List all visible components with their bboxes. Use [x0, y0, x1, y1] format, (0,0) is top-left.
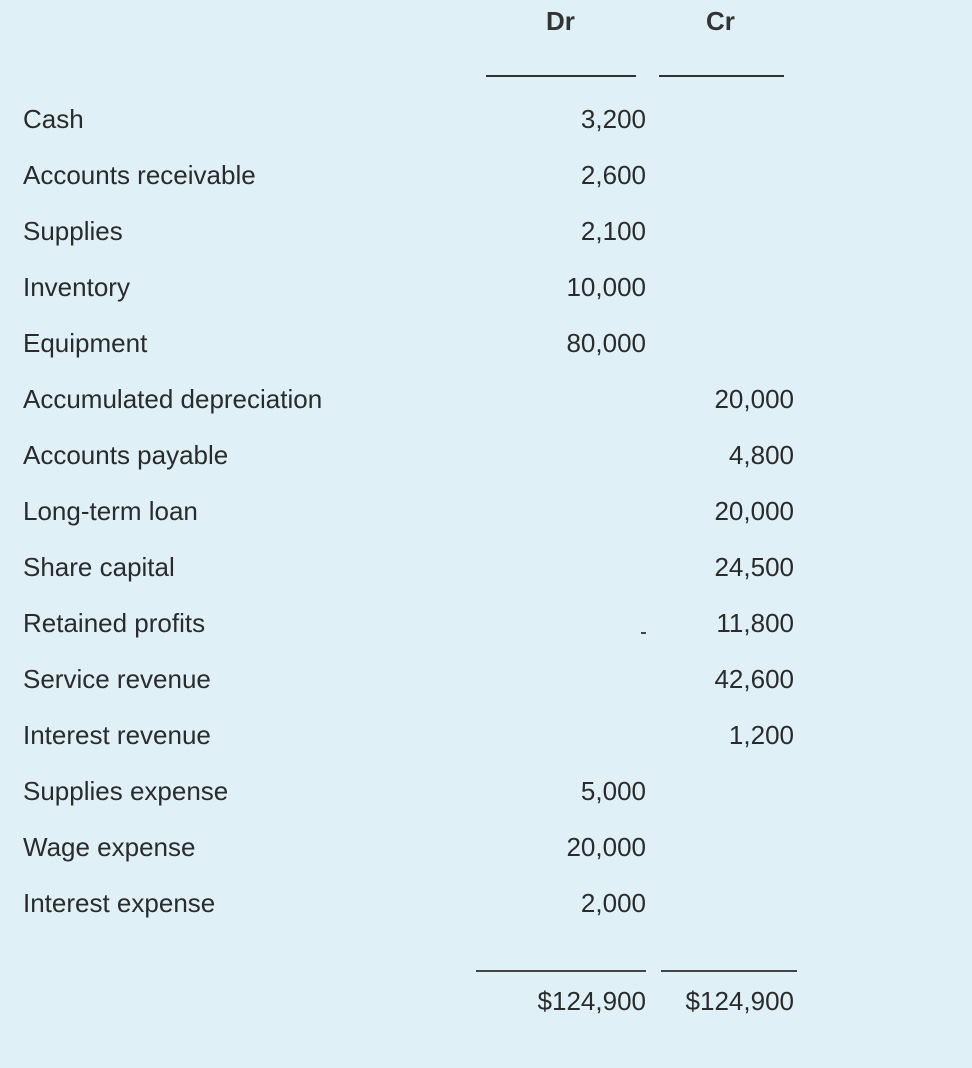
debit-amount: 2,600 [580, 160, 646, 190]
account-name: Wage expense [23, 832, 196, 862]
account-name: Retained profits [23, 608, 206, 638]
stray-tick-mark [641, 632, 646, 634]
table-row [0, 92, 972, 148]
table-row [0, 764, 972, 820]
credit-amount: 1,200 [728, 720, 794, 750]
table-row [0, 540, 972, 596]
header-underline-dr [486, 75, 636, 77]
table-row [0, 204, 972, 260]
column-header-dr: Dr [546, 6, 575, 36]
account-name: Long-term loan [23, 496, 198, 526]
debit-amount: 20,000 [566, 832, 646, 862]
trial-balance-table [0, 92, 972, 932]
account-name: Accumulated depreciation [23, 384, 323, 414]
total-rule-cr [661, 970, 797, 972]
account-name: Interest revenue [23, 720, 211, 750]
table-row [0, 372, 972, 428]
account-name: Interest expense [23, 888, 216, 918]
credit-amount: 4,800 [728, 440, 794, 470]
credit-amount: 42,600 [714, 664, 794, 694]
account-name: Supplies [23, 216, 123, 246]
debit-amount: 3,200 [580, 104, 646, 134]
debit-amount: 10,000 [566, 272, 646, 302]
credit-amount: 24,500 [714, 552, 794, 582]
debit-amount: 2,100 [580, 216, 646, 246]
account-name: Accounts receivable [23, 160, 256, 190]
total-rule-dr [476, 970, 646, 972]
account-name: Accounts payable [23, 440, 229, 470]
table-row [0, 876, 972, 932]
column-header-cr: Cr [706, 6, 735, 36]
table-row [0, 652, 972, 708]
account-name: Service revenue [23, 664, 211, 694]
header-underline-cr [659, 75, 784, 77]
account-name: Cash [23, 104, 84, 134]
table-row [0, 428, 972, 484]
total-debit: $124,900 [537, 986, 646, 1016]
debit-amount: 5,000 [580, 776, 646, 806]
debit-amount: 2,000 [580, 888, 646, 918]
account-name: Share capital [23, 552, 175, 582]
credit-amount: 11,800 [716, 608, 794, 638]
credit-amount: 20,000 [714, 496, 794, 526]
table-row [0, 484, 972, 540]
table-row [0, 820, 972, 876]
table-row [0, 596, 972, 652]
table-row [0, 260, 972, 316]
credit-amount: 20,000 [714, 384, 794, 414]
account-name: Inventory [23, 272, 130, 302]
debit-amount: 80,000 [566, 328, 646, 358]
table-row [0, 148, 972, 204]
table-row [0, 708, 972, 764]
total-credit: $124,900 [685, 986, 794, 1016]
account-name: Supplies expense [23, 776, 229, 806]
account-name: Equipment [23, 328, 148, 358]
table-row [0, 316, 972, 372]
